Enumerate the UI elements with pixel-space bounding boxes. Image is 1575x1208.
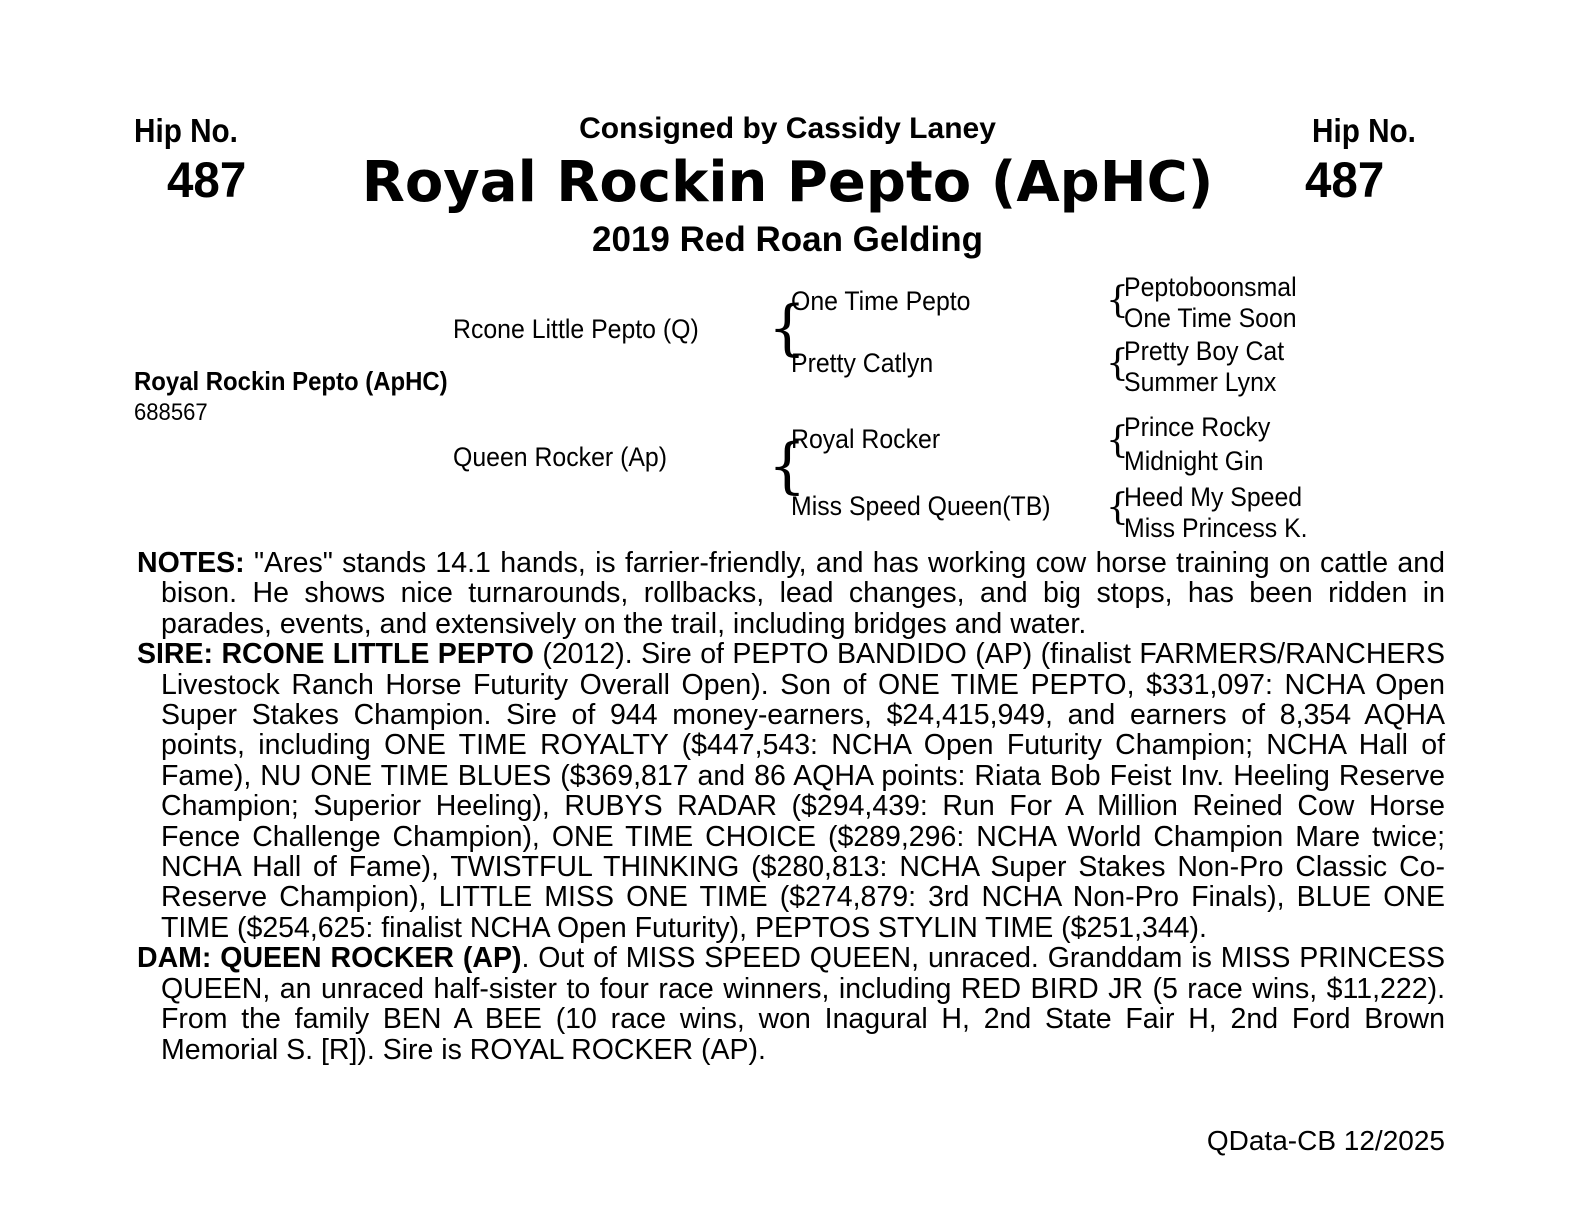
catalog-notes — [137, 548, 1445, 1065]
hip-number-left: 487 — [167, 152, 247, 208]
sire-sire-brace: { — [1106, 280, 1129, 321]
dam-sire-brace: { — [1106, 420, 1129, 461]
pedigree-dam-dam: Miss Speed Queen(TB) — [791, 491, 1051, 521]
data-source-footer: QData-CB 12/2025 — [1206, 1125, 1445, 1156]
pedigree-dam-sire: Royal Rocker — [791, 424, 941, 454]
dam-text: . Out of MISS SPEED QUEEN, unraced. Granddam is MISS PRINCESS QUEEN, an unraced half-sister to four race winners, including RED BIRD JR (5 race wins, $11,222). From the family BEN A BEE (10 race wins, won Inagural H, 2nd State Fair H, 2nd Ford Brown Memorial S. [R]). Sire is ROYAL ROCKER (AP). — [161, 942, 1445, 1066]
pedigree-registration-number: 688567 — [134, 399, 208, 426]
sire-paragraph — [137, 639, 1445, 943]
sire-label: SIRE: RCONE LITTLE PEPTO — [137, 638, 534, 671]
dam-dam-brace: { — [1106, 487, 1129, 528]
hip-label-left: Hip No. — [134, 112, 238, 149]
pedigree-sire-sire-dam: One Time Soon — [1124, 303, 1297, 333]
sire-dam-brace: { — [1106, 343, 1129, 384]
pedigree-dam: Queen Rocker (Ap) — [453, 442, 668, 472]
pedigree-dam-dam-sire: Heed My Speed — [1124, 482, 1303, 512]
pedigree-sire-dam-sire: Pretty Boy Cat — [1124, 336, 1285, 366]
hip-number-right: 487 — [1305, 152, 1385, 208]
notes-label: NOTES: — [137, 547, 245, 579]
pedigree-sire-sire: One Time Pepto — [791, 286, 971, 316]
pedigree-subject-name: Royal Rockin Pepto (ApHC) — [134, 366, 448, 396]
sire-brace: { — [768, 293, 807, 363]
notes-text: "Ares" stands 14.1 hands, is farrier-friendly, and has working cow horse training on cattle and bison. He shows nice turnarounds, rollbacks, lead changes, and big stops, has been ridden in parades, events, and extensively on the trail, including bridges and water. — [161, 547, 1445, 640]
pedigree-sire-dam-dam: Summer Lynx — [1124, 367, 1277, 397]
hip-label-right: Hip No. — [1312, 112, 1416, 149]
pedigree-dam-dam-dam: Miss Princess K. — [1124, 513, 1308, 543]
pedigree-sire-dam: Pretty Catlyn — [791, 348, 934, 378]
dam-brace: { — [768, 431, 807, 501]
pedigree-sire: Rcone Little Pepto (Q) — [453, 314, 699, 344]
consignor-line: Consigned by Cassidy Laney — [579, 112, 996, 145]
dam-label: DAM: QUEEN ROCKER (AP) — [137, 942, 522, 975]
sire-text: (2012). Sire of PEPTO BANDIDO (AP) (finalist FARMERS/RANCHERS Livestock Ranch Horse Futurity Overall Open). Son of ONE TIME PEPTO, $331,097: NCHA Open Super Stakes Champion. Sire of 944 money-earners, $24,415,949, and earners of 8,354 AQHA points, including ONE TIME ROYALTY ($447,543: NCHA Open Futurity Champion; NCHA Hall of Fame), NU ONE TIME BLUES ($369,817 and 86 AQHA points: Riata Bob Feist Inv. Heeling Reserve Champion; Superior Heeling), RUBYS RADAR ($294,439: Run For A Million Reined Cow Horse Fence Challenge Champion), ONE TIME CHOICE ($289,296: NCHA World Champion Mare twice; NCHA Hall of Fame), TWISTFUL THINKING ($280,813: NCHA Super Stakes Non-Pro Classic Co-Reserve Champion), LITTLE MISS ONE TIME ($274,879: 3rd NCHA Non-Pro Finals), BLUE ONE TIME ($254,625: finalist NCHA Open Futurity), PEPTOS STYLIN TIME ($251,344). — [161, 638, 1445, 944]
horse-description: 2019 Red Roan Gelding — [592, 220, 983, 259]
notes-paragraph — [137, 548, 1445, 639]
pedigree-sire-sire-sire: Peptoboonsmal — [1124, 272, 1297, 302]
dam-paragraph — [137, 943, 1445, 1065]
pedigree-dam-sire-dam: Midnight Gin — [1124, 446, 1264, 476]
pedigree-dam-sire-sire: Prince Rocky — [1124, 412, 1271, 442]
horse-name-title: Royal Rockin Pepto (ApHC) — [361, 150, 1214, 215]
